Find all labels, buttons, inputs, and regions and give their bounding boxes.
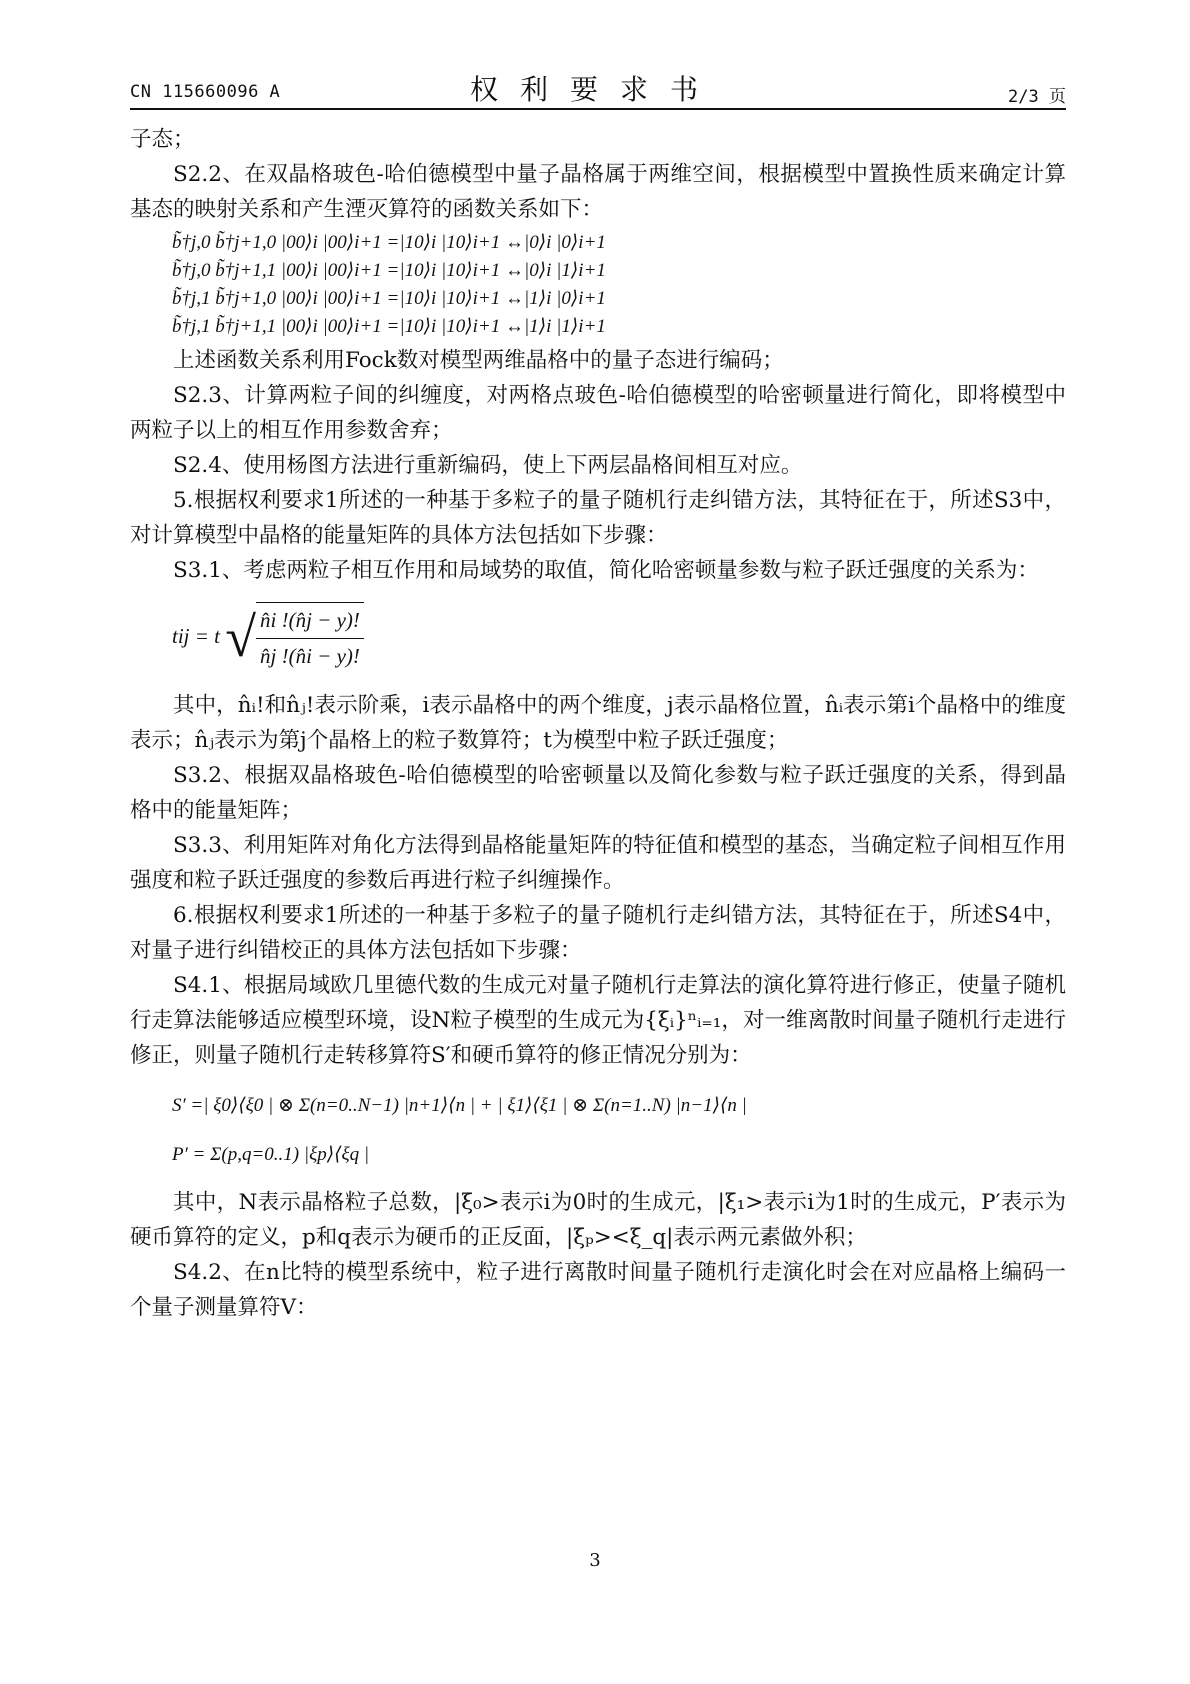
paragraph: 上述函数关系利用Fock数对模型两维晶格中的量子态进行编码；	[173, 348, 784, 373]
paragraph: 其中，N表示晶格粒子总数，|ξ₀>表示i为0时的生成元，|ξ₁>表示i为1时的生成元，P′表示为硬币算符的定义，p和q表示为硬币的正反面，|ξₚ><ξ_q|表示两元素做外积；	[130, 1190, 1066, 1250]
paragraph: S3.1、考虑两粒子相互作用和局域势的取值，简化哈密顿量参数与粒子跃迁强度的关系为：	[173, 558, 1039, 583]
paragraph: S2.4、使用杨图方法进行重新编码，使上下两层晶格间相互对应。	[173, 453, 803, 478]
paragraph: 其中，n̂ᵢ!和n̂ⱼ!表示阶乘，i表示晶格中的两个维度，j表示晶格位置，n̂ᵢ表示第i个晶格中的维度表示；n̂ⱼ表示为第j个晶格上的粒子数算符；t为模型中粒子跃迁强度；	[130, 693, 1066, 753]
formula-line: b̃†j,0 b̃†j+1,1 |00⟩i |00⟩i+1 =|10⟩i |10⟩i+1 ↔|0⟩i |1⟩i+1	[172, 260, 606, 281]
paragraph: S3.3、利用矩阵对角化方法得到晶格能量矩阵的特征值和模型的基态，当确定粒子间相互作用强度和粒子跃迁强度的参数后再进行粒子纠缠操作。	[130, 833, 1066, 893]
paragraph: S2.3、计算两粒子间的纠缠度，对两格点玻色-哈伯德模型的哈密顿量进行简化，即将模型中两粒子以上的相互作用参数舍弃；	[130, 383, 1066, 443]
paragraph: S3.2、根据双晶格玻色-哈伯德模型的哈密顿量以及简化参数与粒子跃迁强度的关系，得到晶格中的能量矩阵；	[130, 763, 1066, 823]
paragraph: S4.1、根据局域欧几里德代数的生成元对量子随机行走算法的演化算符进行修正，使量子随机行走算法能够适应模型环境，设N粒子模型的生成元为{ξᵢ}ⁿᵢ₌₁，对一维离散时间量子随机行走进行修正，则量子随机行走转移算符S′和硬币算符的修正情况分别为：	[130, 973, 1066, 1068]
shift-operator-formula	[172, 1087, 1066, 1122]
formula-lhs: tij = t	[172, 623, 221, 648]
sqrt-symbol: √ $\frac{n̂i !(n̂j - y)!}{n̂j !(n̂i - y)!}$	[225, 602, 364, 674]
header-divider	[130, 108, 1066, 110]
paragraph: 6.根据权利要求1所述的一种基于多粒子的量子随机行走纠错方法，其特征在于，所述S4中，对量子进行纠错校正的具体方法包括如下步骤：	[130, 903, 1066, 963]
formula-line: b̃†j,0 b̃†j+1,0 |00⟩i |00⟩i+1 =|10⟩i |10⟩i+1 ↔|0⟩i |0⟩i+1	[172, 232, 606, 253]
formula-line: b̃†j,1 b̃†j+1,0 |00⟩i |00⟩i+1 =|10⟩i |10⟩i+1 ↔|1⟩i |0⟩i+1	[172, 288, 606, 309]
formula-line: b̃†j,1 b̃†j+1,1 |00⟩i |00⟩i+1 =|10⟩i |10⟩i+1 ↔|1⟩i |1⟩i+1	[172, 316, 606, 337]
claims-body	[130, 122, 1066, 1325]
paragraph: 子态；	[130, 127, 195, 152]
coin-operator-formula	[172, 1136, 1066, 1171]
page-title: 权利要求书	[469, 73, 720, 106]
paragraph: 5.根据权利要求1所述的一种基于多粒子的量子随机行走纠错方法，其特征在于，所述S3中，对计算模型中晶格的能量矩阵的具体方法包括如下步骤：	[130, 488, 1066, 548]
fraction-denominator: n̂j !(n̂i − y)!	[260, 644, 360, 668]
formula-line: P′ = Σ(p,q=0..1) |ξp⟩⟨ξq |	[172, 1144, 370, 1165]
mapping-formulas	[172, 229, 1066, 341]
patent-number: CN 115660096 A	[130, 82, 281, 102]
paragraph: S2.2、在双晶格玻色-哈伯德模型中量子晶格属于两维空间，根据模型中置换性质来确定计算基态的映射关系和产生湮灭算符的函数关系如下：	[130, 162, 1066, 222]
page-indicator: 2/3 页	[1008, 87, 1066, 107]
formula-line: S′ =| ξ0⟩⟨ξ0 | ⊗ Σ(n=0..N−1) |n+1⟩⟨n | + | ξ1⟩⟨ξ1 | ⊗ Σ(n=1..N) |n−1⟩⟨n |	[172, 1095, 747, 1116]
fraction-numerator: n̂i !(n̂j − y)!	[256, 603, 364, 639]
page-number: 3	[589, 1550, 601, 1571]
paragraph: S4.2、在n比特的模型系统中，粒子进行离散时间量子随机行走演化时会在对应晶格上编码一个量子测量算符V：	[130, 1260, 1066, 1320]
hopping-formula	[172, 602, 1066, 674]
